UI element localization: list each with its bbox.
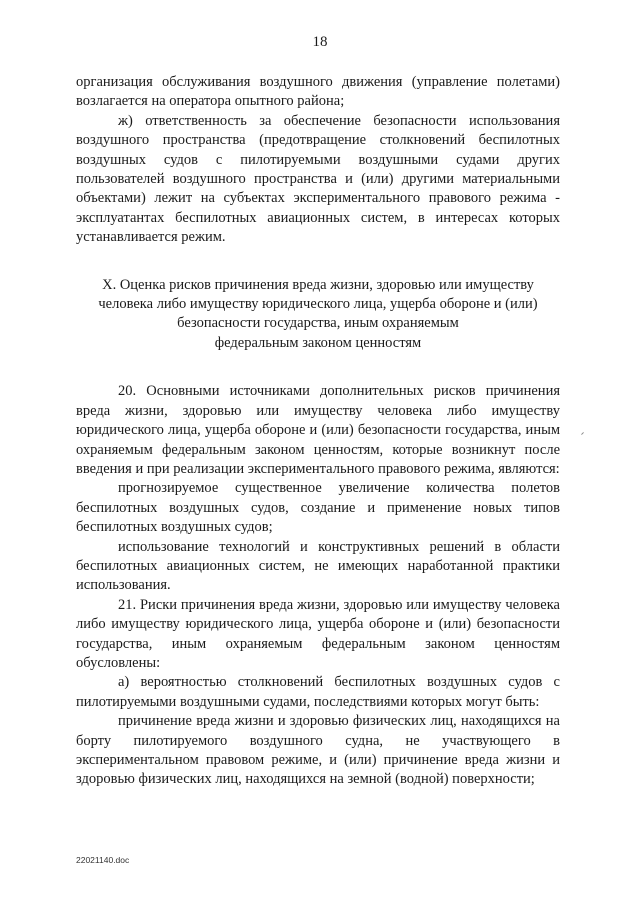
document-body [76, 73, 560, 790]
paragraph: использование технологий и конструктивных решений в области беспилотных авиационных систем, не имеющих наработанной практики использования. [76, 538, 560, 594]
scan-speck [581, 432, 584, 435]
paragraph: 21. Риски причинения вреда жизни, здоровью или имуществу человека либо имуществу юридического лица, ущерба обороне и (или) безопасности государства, иным охраняемым федеральным законом ценностям обусловлены: [76, 596, 560, 671]
paragraph: прогнозируемое существенное увеличение количества полетов беспилотных воздушных судов, создание и применение новых типов беспилотных воздушных судов; [76, 480, 560, 536]
section-heading [76, 276, 560, 354]
section-heading-line: безопасности государства, иным охраняемым [177, 315, 459, 332]
paragraph: причинение вреда жизни и здоровью физических лиц, находящихся на борту пилотируемого воздушного судна, не участвующего в экспериментальном правовом режиме, и (или) причинение вреда жизни и здоровью физических лиц, находящихся на земной (водной) поверхности; [76, 713, 560, 788]
paragraph: организация обслуживания воздушного движения (управление полетами) возлагается на оператора опытного района; [76, 74, 560, 110]
paragraph: ж) ответственность за обеспечение безопасности использования воздушного пространства (предотвращение столкновений беспилотных воздушных судов с пилотируемыми воздушными судами других пользователей воздушного пространства и (или) другими материальными объектами) лежит на субъектах экспериментального правового режима - эксплуатантах беспилотных авиационных систем, в интересах которых устанавливается режим. [76, 112, 560, 246]
section-heading-line: X. Оценка рисков причинения вреда жизни, здоровью или имуществу [102, 276, 534, 293]
paragraph: 20. Основными источниками дополнительных рисков причинения вреда жизни, здоровью или имуществу человека либо имуществу юридического лица, ущерба обороне и (или) безопасности государства, иным охраняемым федеральным законом ценностям, которые возникнут после введения и при реализации экспериментального правового режима, являются: [76, 383, 560, 477]
document-footer: 22021140.doc [76, 855, 130, 865]
page-number: 18 [312, 34, 328, 50]
section-heading-line: человека либо имуществу юридического лица, ущерба обороне и (или) [98, 296, 538, 313]
section-heading-line: федеральным законом ценностям [214, 334, 422, 351]
paragraph: а) вероятностью столкновений беспилотных воздушных судов с пилотируемыми воздушными судами, последствиями которых могут быть: [76, 674, 560, 710]
